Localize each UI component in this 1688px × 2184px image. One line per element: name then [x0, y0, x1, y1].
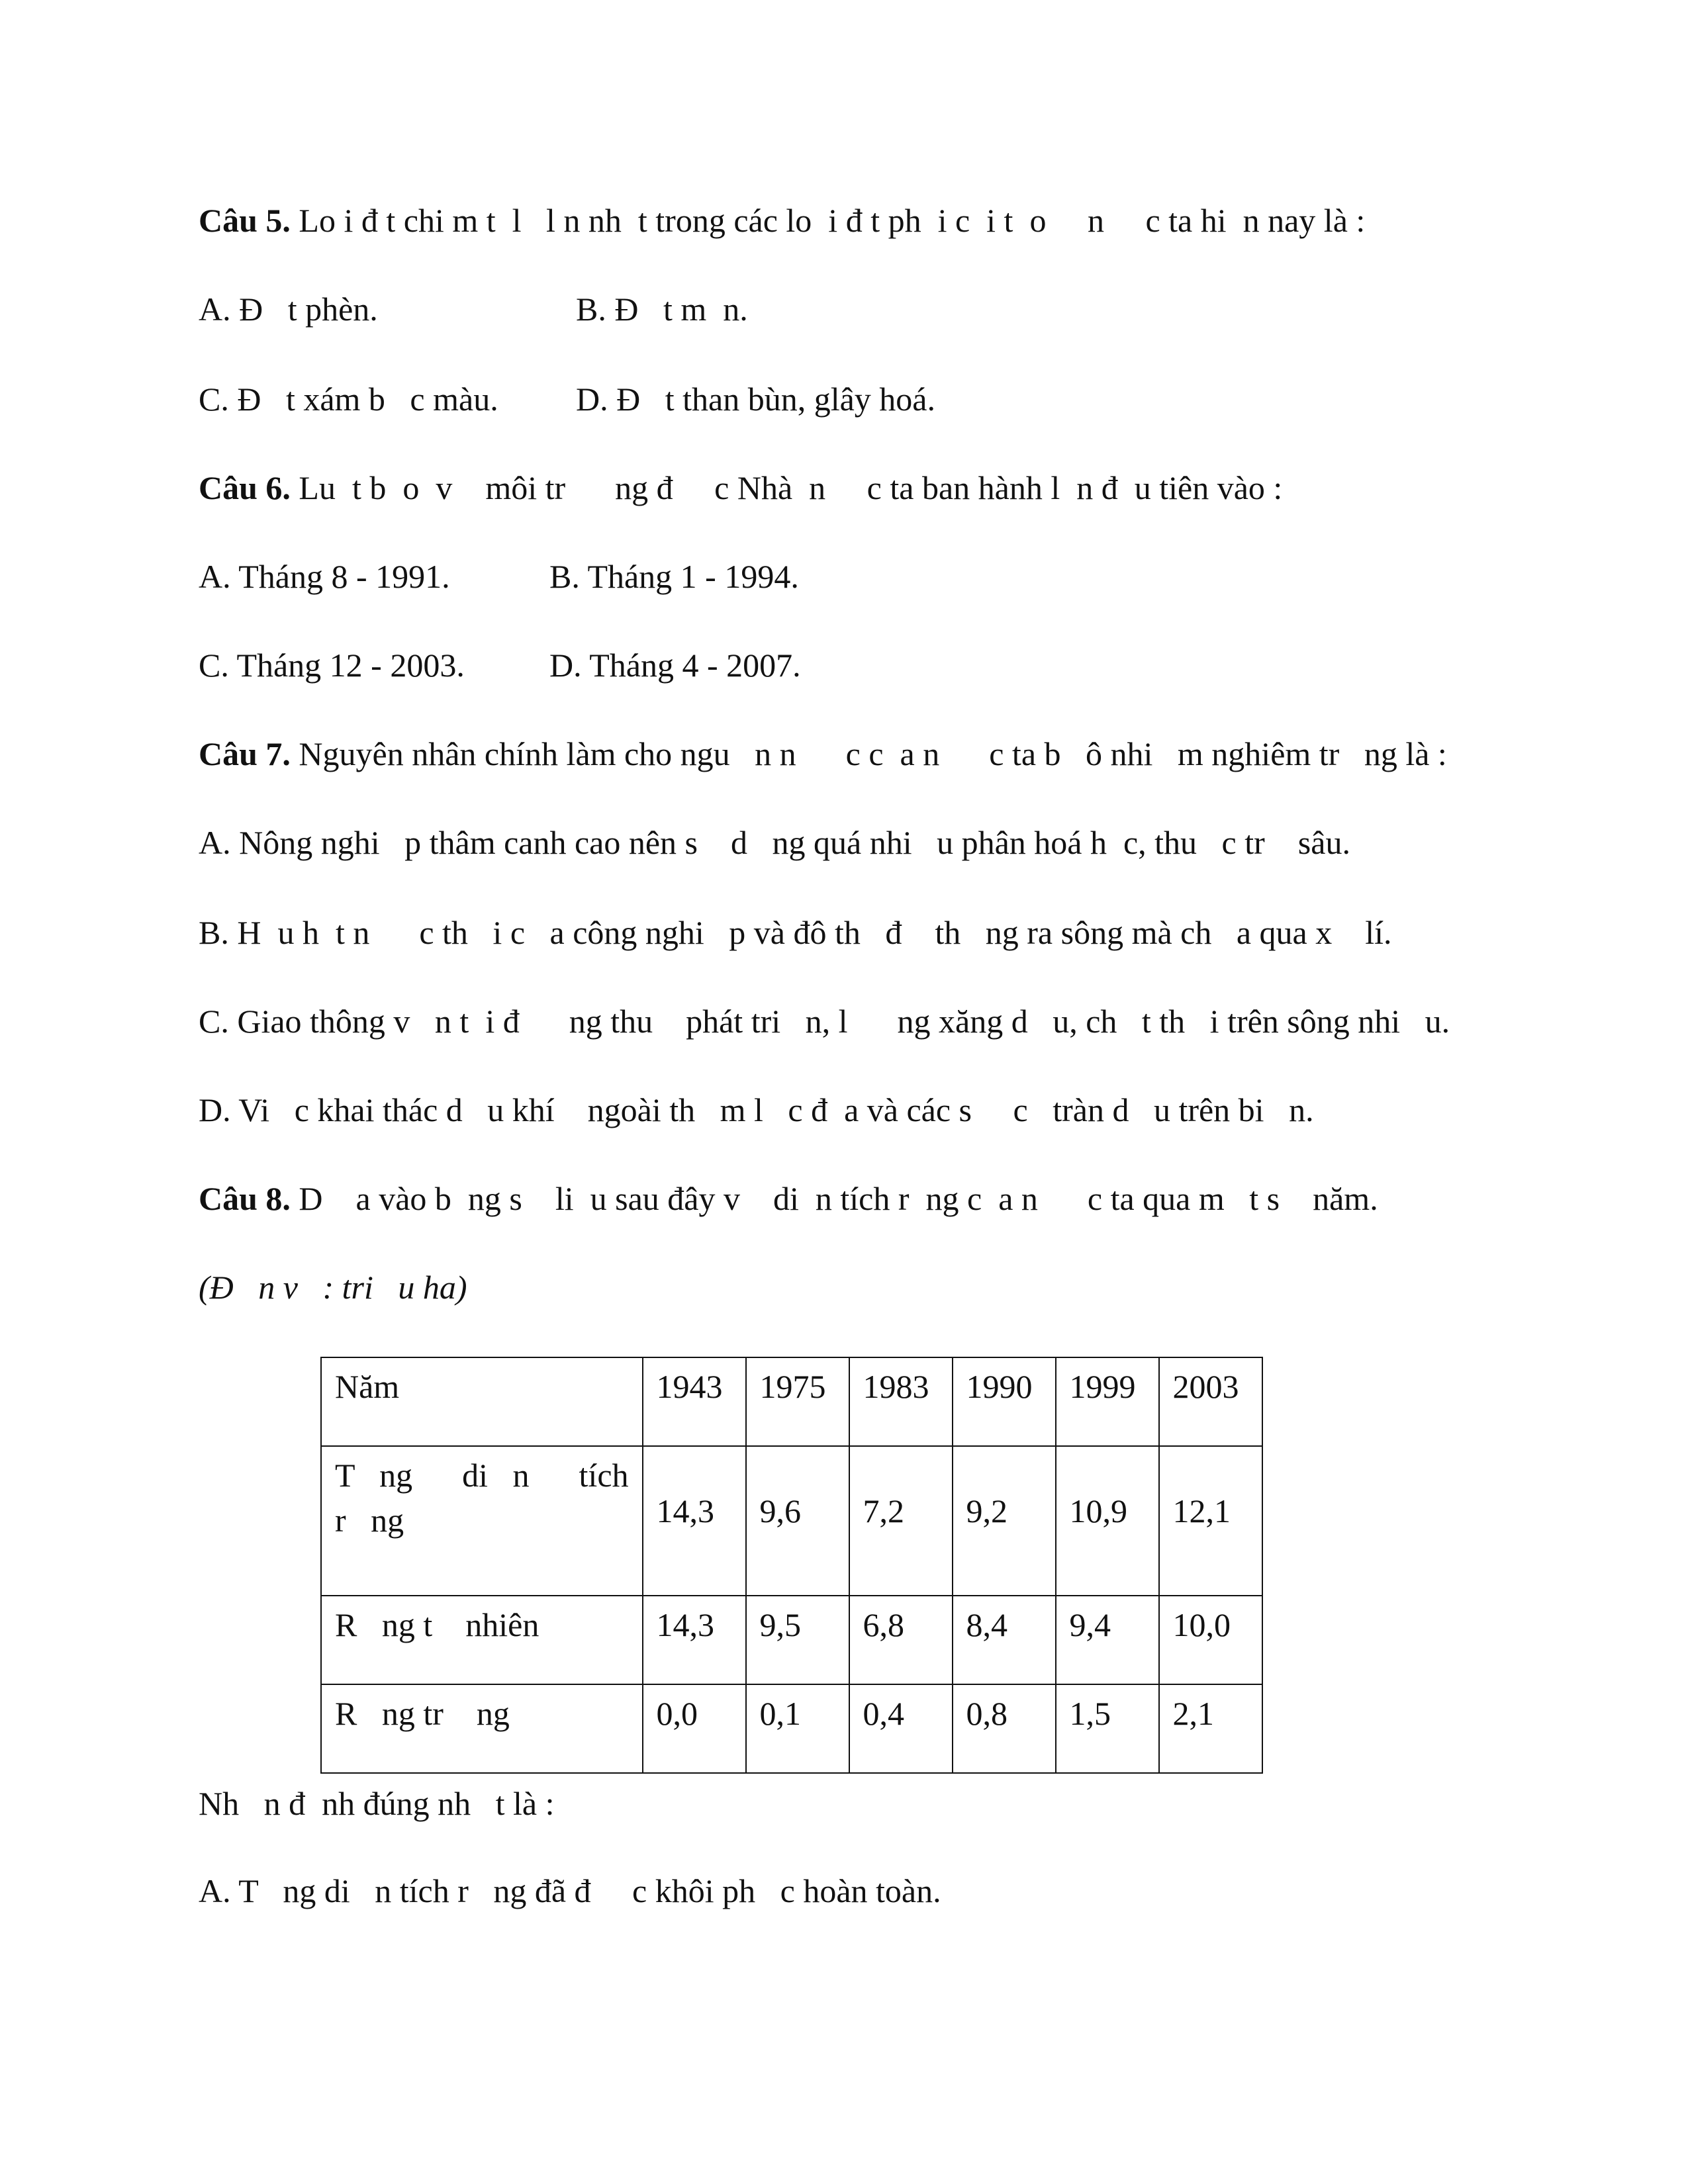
- table-cell: 0,0: [643, 1684, 746, 1773]
- option-b: B. Đ t m n.: [576, 291, 748, 328]
- option-a: A. Nông nghi p thâm canh cao nên s d ng quá nhi u phân hoá h c, thu c tr sâu.: [199, 824, 1350, 861]
- header-cell: 1943: [643, 1357, 746, 1446]
- option-a: A. Đ t phèn.: [199, 291, 378, 328]
- option-c: C. Tháng 12 - 2003.: [199, 647, 465, 684]
- table-cell: 10,9: [1056, 1446, 1159, 1596]
- row-label: [321, 1446, 643, 1596]
- question-5: [199, 204, 1365, 237]
- table-cell: 1,5: [1056, 1684, 1159, 1773]
- option-c: C. Đ t xám b c màu.: [199, 381, 498, 418]
- header-cell: 1975: [746, 1357, 849, 1446]
- question-text: D a vào b ng s li u sau đây v di n tích r ng c a n c ta qua m t s năm.: [290, 1180, 1378, 1217]
- header-cell: Năm: [321, 1357, 643, 1446]
- question-text: Lu t b o v môi tr ng đ c Nhà n c ta ban hành l n đ u tiên vào :: [290, 469, 1283, 506]
- question-6: [199, 471, 1282, 504]
- prompt-text: Nh n đ nh đúng nh t là :: [199, 1785, 555, 1822]
- table-cell: 0,8: [953, 1684, 1056, 1773]
- option-c: C. Giao thông v n t i đ ng thu phát tri n, l ng xăng d u, ch t th i trên sông nhi u.: [199, 1003, 1450, 1040]
- table-cell: 0,4: [849, 1684, 953, 1773]
- header-cell: 1990: [953, 1357, 1056, 1446]
- row-label: R ng tr ng: [321, 1684, 643, 1773]
- table-header-row: [321, 1357, 1262, 1446]
- table-cell: 9,5: [746, 1596, 849, 1684]
- option-d: D. Tháng 4 - 2007.: [549, 647, 801, 684]
- unit-note: (Đ n v : tri u ha): [199, 1269, 467, 1306]
- row-label: R ng t nhiên: [321, 1596, 643, 1684]
- forest-area-table: [320, 1357, 1263, 1774]
- question-text: Nguyên nhân chính làm cho ngu n n c c a n c ta b ô nhi m nghiêm tr ng là :: [290, 735, 1447, 772]
- header-cell: 1999: [1056, 1357, 1159, 1446]
- option-d: D. Đ t than bùn, glây hoá.: [576, 381, 935, 418]
- row-label-line: T ng di n tích: [335, 1457, 629, 1494]
- table-cell: 9,6: [746, 1446, 849, 1596]
- question-number: Câu 6.: [199, 469, 291, 506]
- table-cell: 9,4: [1056, 1596, 1159, 1684]
- table-row: [321, 1684, 1262, 1773]
- table-row: [321, 1596, 1262, 1684]
- table-cell: 14,3: [643, 1596, 746, 1684]
- row-label-line: r ng: [335, 1501, 404, 1539]
- table-cell: 14,3: [643, 1446, 746, 1596]
- answer-option-a: A. T ng di n tích r ng đã đ c khôi ph c hoàn toàn.: [199, 1872, 941, 1909]
- option-a: A. Tháng 8 - 1991.: [199, 558, 450, 595]
- table-cell: 7,2: [849, 1446, 953, 1596]
- table-cell: 6,8: [849, 1596, 953, 1684]
- table-row: [321, 1446, 1262, 1596]
- header-cell: 2003: [1159, 1357, 1262, 1446]
- table-cell: 0,1: [746, 1684, 849, 1773]
- option-d: D. Vi c khai thác d u khí ngoài th m l c đ a và các s c tràn d u trên bi n.: [199, 1091, 1314, 1128]
- question-number: Câu 7.: [199, 735, 291, 772]
- question-number: Câu 8.: [199, 1180, 291, 1217]
- table-cell: 9,2: [953, 1446, 1056, 1596]
- question-8: [199, 1182, 1378, 1215]
- question-text: Lo i đ t chi m t l l n nh t trong các lo i đ t ph i c i t o n c ta hi n nay là :: [290, 202, 1366, 239]
- table-cell: 10,0: [1159, 1596, 1262, 1684]
- table-cell: 12,1: [1159, 1446, 1262, 1596]
- question-7: [199, 737, 1447, 770]
- option-b: B. H u h t n c th i c a công nghi p và đô th đ th ng ra sông mà ch a qua x lí.: [199, 914, 1392, 951]
- table-cell: 8,4: [953, 1596, 1056, 1684]
- header-cell: 1983: [849, 1357, 953, 1446]
- question-number: Câu 5.: [199, 202, 291, 239]
- option-b: B. Tháng 1 - 1994.: [549, 558, 799, 595]
- table-cell: 2,1: [1159, 1684, 1262, 1773]
